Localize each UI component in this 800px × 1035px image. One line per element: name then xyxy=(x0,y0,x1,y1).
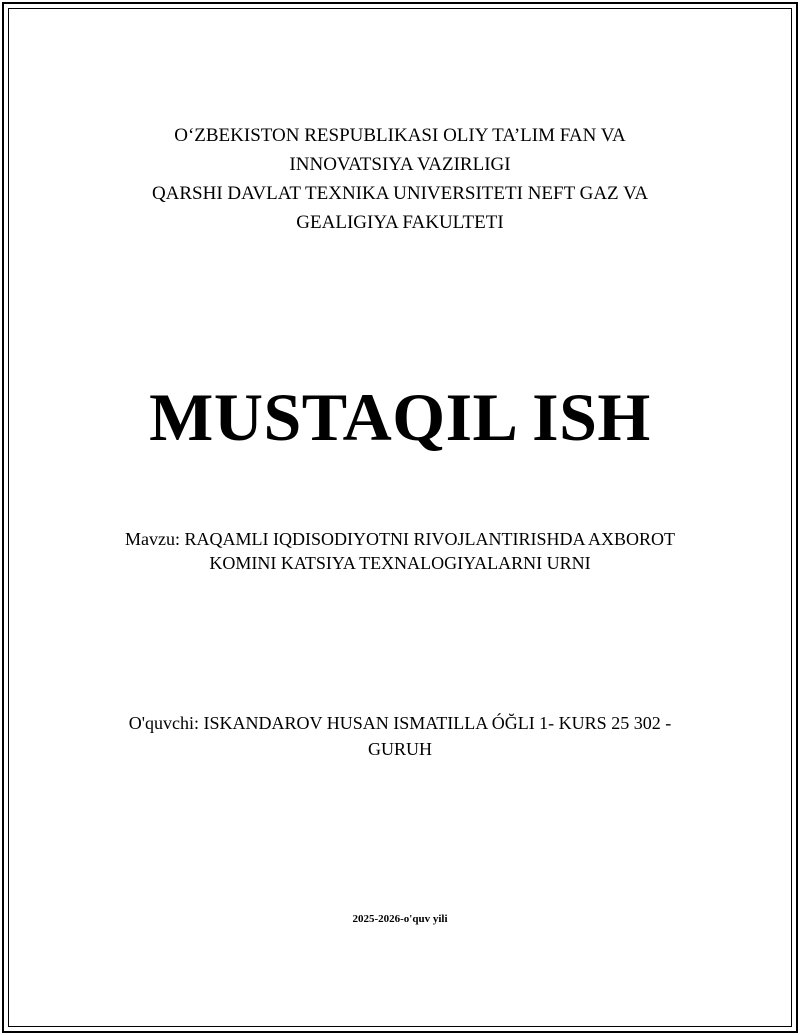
header-line-3: QARSHI DAVLAT TEXNIKA UNIVERSITETI NEFT GAZ VA xyxy=(151,183,649,204)
header-line-1: O‘ZBEKISTON RESPUBLIKASI OLIY TA’LIM FAN VA xyxy=(174,125,626,146)
header-line-4: GEALIGIYA FAKULTETI xyxy=(296,212,504,233)
topic xyxy=(0,527,800,575)
student-info xyxy=(0,710,800,762)
academic-year: 2025-2026-o'quv yili xyxy=(352,913,448,925)
topic-line-2: KOMINI KATSIYA TEXNALOGIYALARNI URNI xyxy=(209,553,591,573)
student-line-1: O'quvchi: ISKANDAROV HUSAN ISMATILLA ÓĞLI 1- KURS 25 302 - xyxy=(128,713,672,733)
header-line-2: INNOVATSIYA VAZIRLIGI xyxy=(289,154,511,175)
ministry-header xyxy=(0,121,800,237)
topic-line-1: Mavzu: RAQAMLI IQDISODIYOTNI RIVOJLANTIRISHDA AXBOROT xyxy=(125,529,675,549)
student-line-2: GURUH xyxy=(367,739,432,759)
document-title: MUSTAQIL ISH xyxy=(149,379,651,455)
